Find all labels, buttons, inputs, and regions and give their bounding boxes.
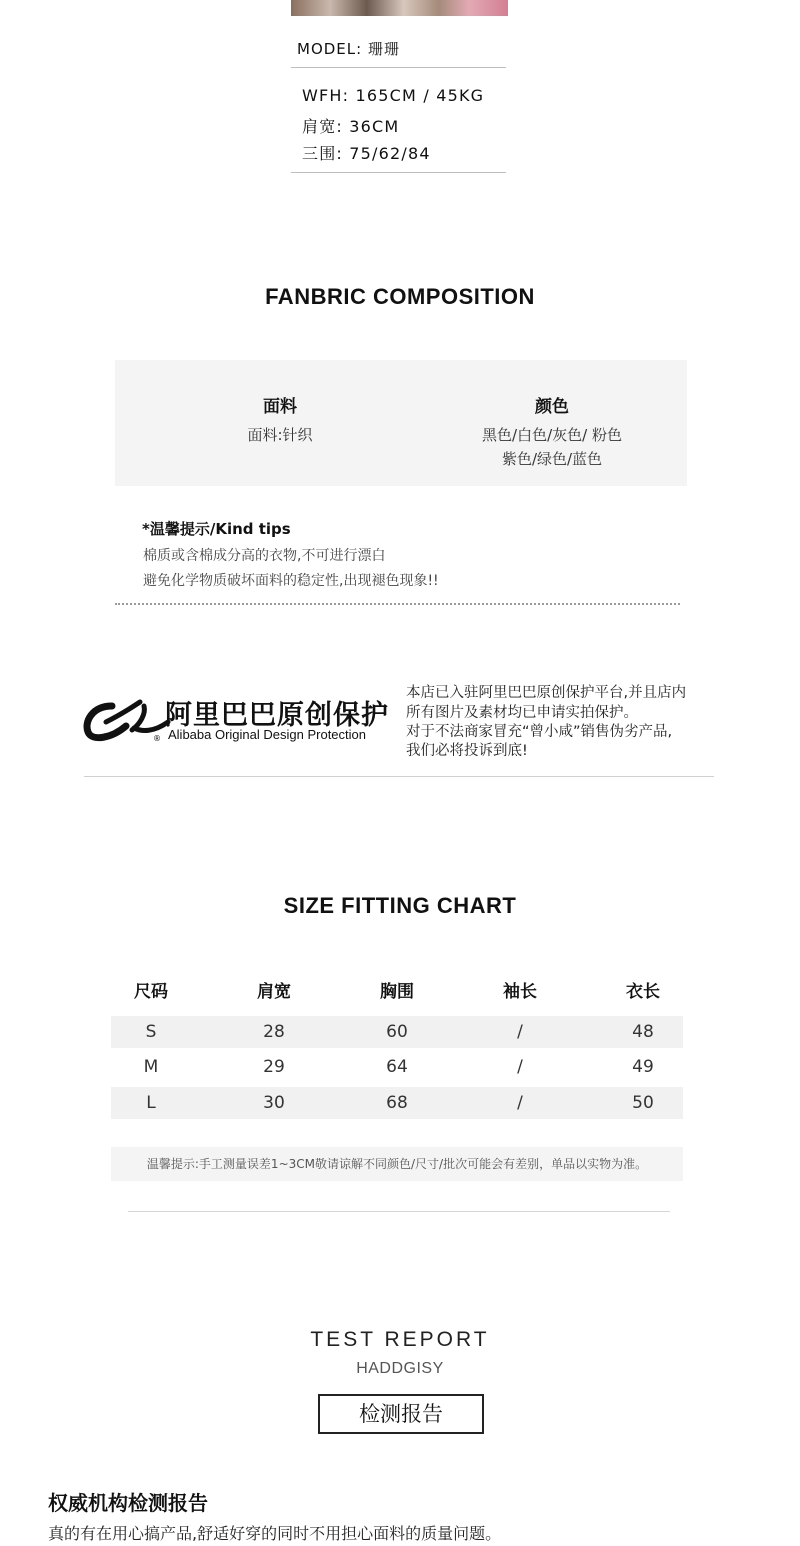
size-cell: 50 bbox=[632, 1093, 654, 1113]
model-wfh: WFH: 165CM / 45KG bbox=[302, 86, 485, 105]
model-shoulder: 肩宽: 36CM bbox=[302, 117, 400, 136]
size-row-s bbox=[111, 1016, 683, 1048]
color-value-line: 黑色/白色/灰色/ 粉色 bbox=[482, 426, 622, 444]
brand-name: HADDGISY bbox=[356, 1360, 444, 1377]
protection-notice-line: 对于不法商家冒充“曾小咸”销售伪劣产品, bbox=[406, 724, 673, 740]
size-cell: 48 bbox=[632, 1022, 654, 1042]
size-cell: L bbox=[146, 1093, 156, 1113]
color-value-line: 紫色/绿色/蓝色 bbox=[501, 450, 603, 468]
color-label: 颜色 bbox=[535, 397, 569, 417]
model-measurements: 三围: 75/62/84 bbox=[302, 144, 431, 163]
header-sleeve: 袖长 bbox=[503, 982, 537, 1002]
model-photo bbox=[291, 0, 508, 16]
header-size: 尺码 bbox=[134, 982, 168, 1002]
material-label: 面料 bbox=[263, 397, 297, 417]
fabric-table bbox=[115, 360, 687, 486]
size-cell: 30 bbox=[263, 1093, 285, 1113]
divider bbox=[291, 172, 506, 173]
size-cell: 49 bbox=[632, 1057, 654, 1077]
material-value: 面料:针织 bbox=[247, 426, 313, 444]
size-cell: 29 bbox=[263, 1057, 285, 1077]
registered-mark: ® bbox=[153, 734, 161, 743]
size-cell: S bbox=[145, 1022, 157, 1042]
alibaba-protection-subtitle: Alibaba Original Design Protection bbox=[168, 727, 366, 742]
size-cell: / bbox=[517, 1057, 523, 1077]
authority-report-title: 权威机构检测报告 bbox=[48, 1491, 208, 1515]
divider bbox=[291, 67, 506, 68]
model-name: MODEL: 珊珊 bbox=[297, 40, 400, 58]
header-shoulder: 肩宽 bbox=[257, 982, 291, 1002]
kind-tips-title: *温馨提示/Kind tips bbox=[142, 520, 291, 538]
size-row-m bbox=[111, 1051, 683, 1083]
size-measurement-note: 温馨提示:手工测量误差1~3CM敬请谅解不同颜色/尺寸/批次可能会有差别，单品以实物为准。 bbox=[111, 1147, 683, 1181]
dotted-divider bbox=[115, 603, 680, 605]
protection-notice-line: 我们必将投诉到底! bbox=[406, 743, 528, 759]
size-chart-title: SIZE FITTING CHART bbox=[283, 893, 517, 918]
divider bbox=[128, 1211, 670, 1212]
kind-tip-line: 避免化学物质破坏面料的稳定性,出现褪色现象!! bbox=[143, 573, 439, 589]
size-cell: 28 bbox=[263, 1022, 285, 1042]
test-report-button[interactable]: 检测报告 bbox=[318, 1394, 484, 1434]
size-cell: 60 bbox=[386, 1022, 408, 1042]
protection-notice-line: 所有图片及素材均已申请实拍保护。 bbox=[406, 705, 638, 721]
test-report-title: TEST REPORT bbox=[310, 1328, 490, 1351]
size-row-l bbox=[111, 1087, 683, 1119]
protection-notice-line: 本店已入驻阿里巴巴原创保护平台,并且店内 bbox=[406, 685, 687, 701]
size-cell: 68 bbox=[386, 1093, 408, 1113]
size-cell: / bbox=[517, 1093, 523, 1113]
alibaba-protection-title: 阿里巴巴原创保护 bbox=[165, 700, 389, 731]
fabric-section-title: FANBRIC COMPOSITION bbox=[265, 284, 535, 309]
divider bbox=[84, 776, 714, 777]
header-length: 衣长 bbox=[626, 982, 660, 1002]
size-cell: / bbox=[517, 1022, 523, 1042]
size-table-header bbox=[90, 977, 706, 1001]
kind-tip-line: 棉质或含棉成分高的衣物,不可进行漂白 bbox=[143, 548, 386, 564]
size-cell: 64 bbox=[386, 1057, 408, 1077]
size-cell: M bbox=[143, 1057, 159, 1077]
header-chest: 胸围 bbox=[380, 982, 414, 1002]
authority-report-text: 真的有在用心搞产品,舒适好穿的同时不用担心面料的质量问题。 bbox=[48, 1524, 502, 1543]
